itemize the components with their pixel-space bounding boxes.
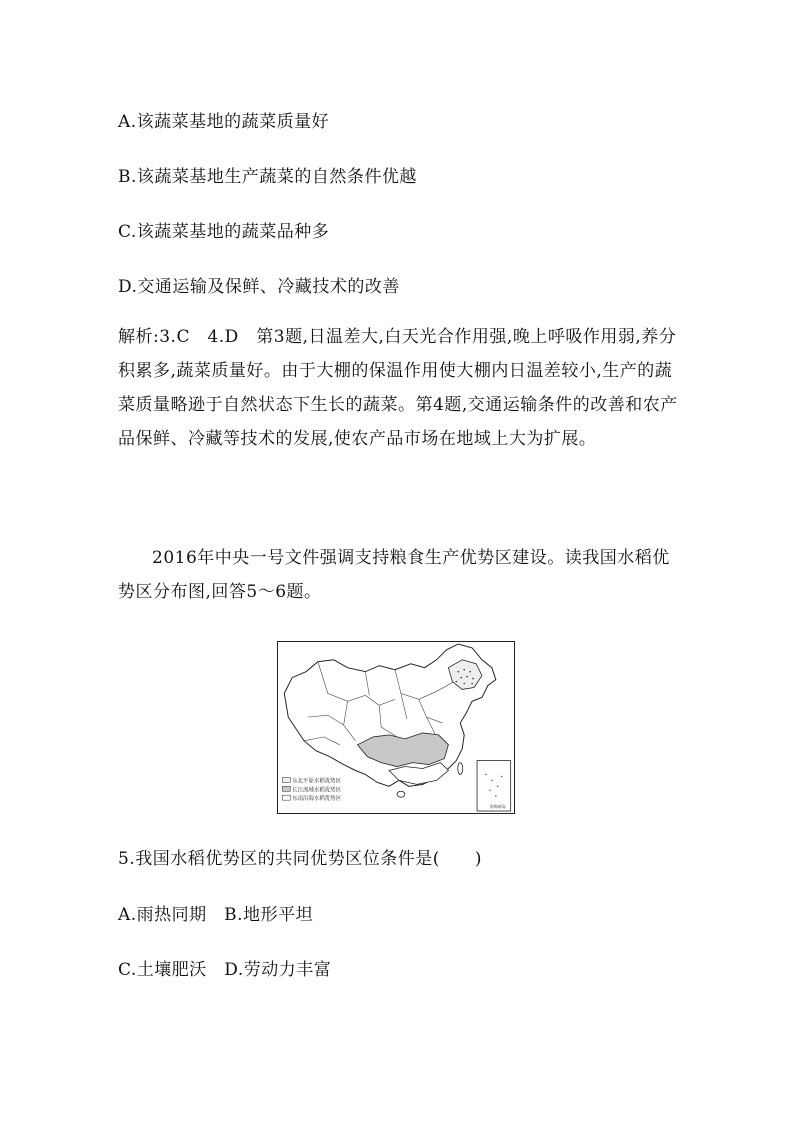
question-5-options-ab: A.雨热同期 B.地形平坦 <box>118 905 314 925</box>
map-legend <box>282 776 341 802</box>
legend-yangtze: 长江流域水稻优势区 <box>292 787 342 794</box>
option-d: D.交通运输及保鲜、冷藏技术的改善 <box>118 277 400 297</box>
legend-northeast: 东北平原水稻优势区 <box>292 778 342 785</box>
question-5-options-cd: C.土壤肥沃 D.劳动力丰富 <box>118 960 332 980</box>
inset-label: 南海诸岛 <box>489 804 506 810</box>
option-b: B.该蔬菜基地生产蔬菜的自然条件优越 <box>118 167 417 187</box>
south-china-sea-inset <box>477 761 511 811</box>
china-map-figure <box>278 642 514 813</box>
option-a: A.该蔬菜基地的蔬菜质量好 <box>118 112 330 132</box>
option-c: C.该蔬菜基地的蔬菜品种多 <box>118 222 330 242</box>
rice-region-map <box>277 641 515 814</box>
intro-paragraph: 2016年中央一号文件强调支持粮食生产优势区建设。读我国水稻优势区分布图,回答5～6题。 <box>118 548 670 602</box>
question-5-stem: 5.我国水稻优势区的共同优势区位条件是( ) <box>118 849 482 869</box>
analysis-paragraph: 解析:3.C 4.D 第3题,日温差大,白天光合作用强,晚上呼吸作用弱,养分积累多,蔬菜质量好。由于大棚的保温作用使大棚内日温差较小,生产的蔬菜质量略逊于自然状态下生长的蔬菜。第4题,交通运输条件的改善和农产品保鲜、冷藏等技术的发展,使农产品市场在地域上大为扩展。 <box>118 327 678 449</box>
legend-southeast: 东南沿海水稻优势区 <box>292 796 342 803</box>
